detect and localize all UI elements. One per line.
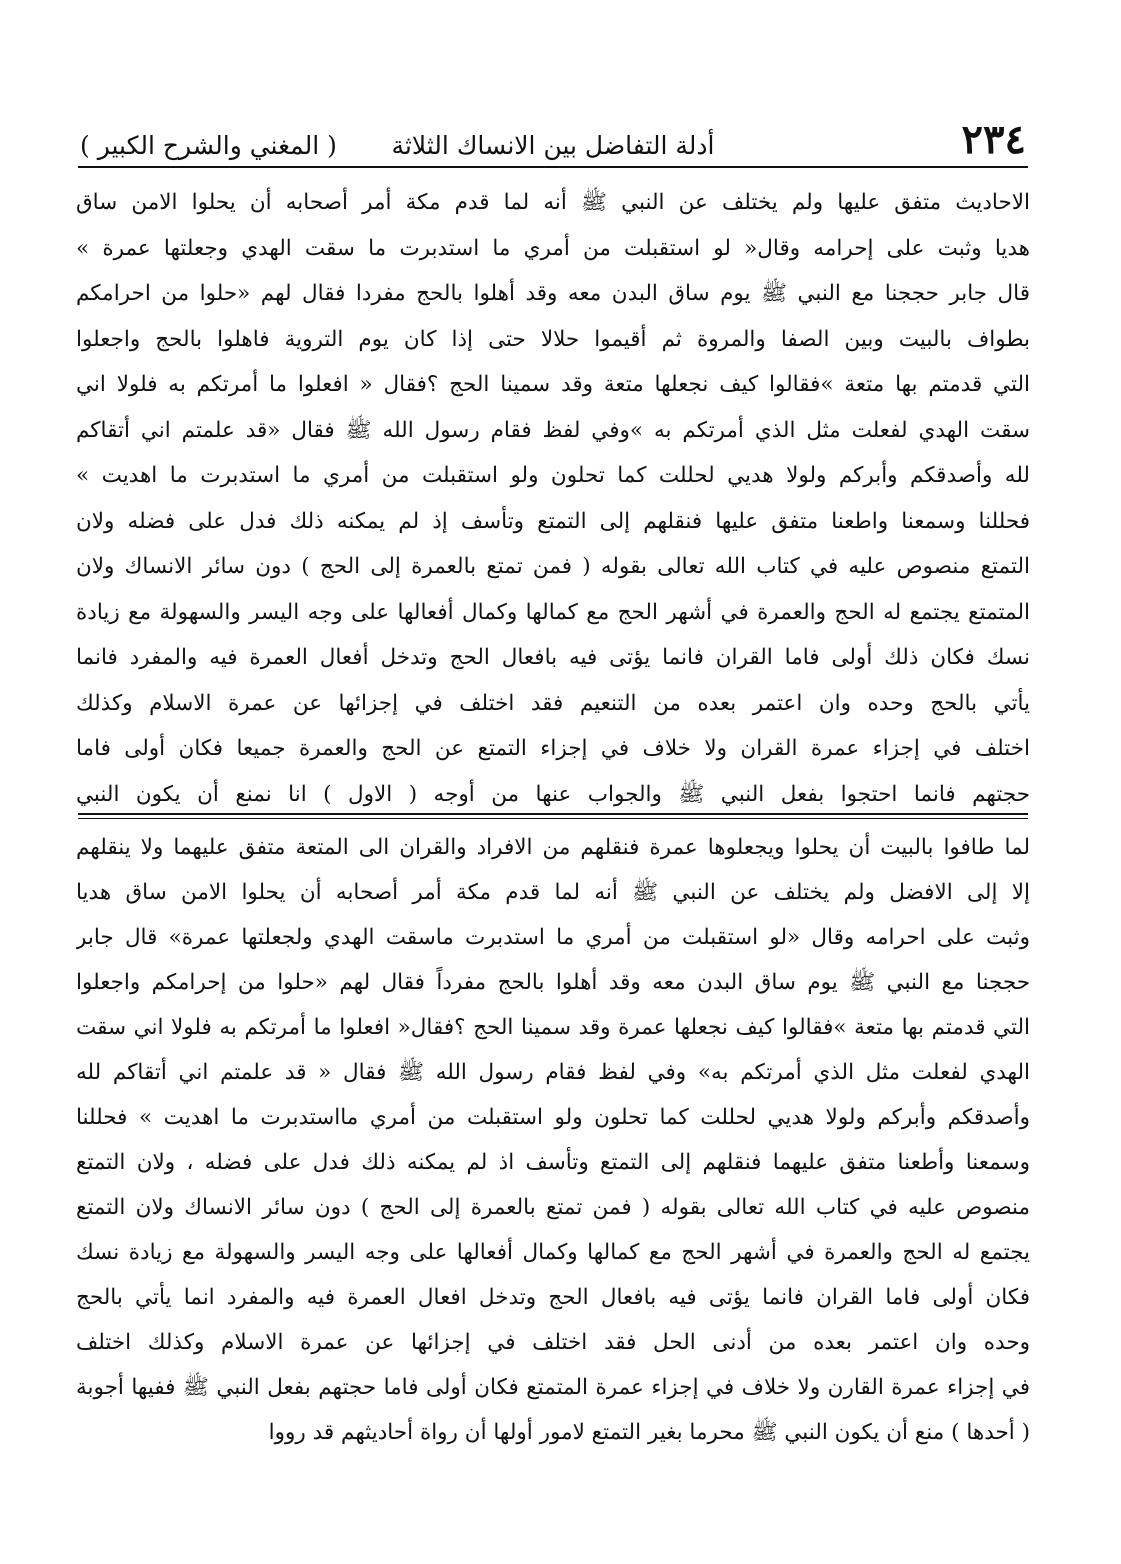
page-number: ٢٣٤ — [961, 116, 1026, 163]
text-line: التي قدمتم بها متعة »فقالوا كيف نجعلها عمرة وقد سمينا الحج ؟فقال« افعلوا ما أمرتكم به فلولا اني سقت — [76, 1015, 1030, 1040]
header-rule — [78, 166, 1028, 168]
text-line: لما طافوا بالبيت أن يحلوا ويجعلوها عمرة فنقلهم من الافراد والقران الى المتعة متفق عليهما ولا ينقلهم — [76, 835, 1030, 860]
section-divider-thin — [78, 818, 1028, 819]
text-line: المتمتع يجتمع له الحج والعمرة في أشهر الحج مع كمالها وكمال أفعالها على وجه اليسر والسهولة مع زيادة — [76, 599, 1030, 625]
text-line: لله وأصدقكم وأبركم ولولا هديي لحللت كما تحلون ولو استقبلت من أمري ما استدبرت ما اهديت » — [76, 463, 1030, 488]
upper-text-block — [76, 180, 1030, 817]
text-line: سقت الهدي لفعلت مثل الذي أمرتكم به »وفي لفظ فقام رسول الله ﷺ فقال «قد علمتم اني أتقاكم — [76, 417, 1030, 443]
text-line: وسمعنا وأطعنا متفق عليهما فنقلهم إلى التمتع وتأسف اذ لم يمكنه ذلك فدل على فضله ، ولان التمتع — [76, 1150, 1030, 1175]
text-line: منصوص عليه في كتاب الله تعالى بقوله ( فمن تمتع بالعمرة إلى الحج ) دون سائر الانساك ولان التمتع — [76, 1195, 1030, 1220]
text-line: هديا وثبت على إحرامه وقال« لو استقبلت من أمري ما استدبرت ما سقت الهدي وجعلتها عمرة » — [76, 235, 1030, 261]
text-line: قال جابر حججنا مع النبي ﷺ يوم ساق البدن معه وقد أهلوا بالحج مفردا فقال لهم «حلوا من احرامكم — [76, 281, 1030, 306]
text-line: التمتع منصوص عليه في كتاب الله تعالى بقوله ( فمن تمتع بالعمرة إلى الحج ) دون سائر الانساك ولان — [76, 554, 1030, 579]
text-line: يجتمع له الحج والعمرة في أشهر الحج مع كمالها وكمال أفعالها على وجه اليسر والسهولة مع زيادة نسك — [76, 1240, 1030, 1265]
book-title: ( المغني والشرح الكبير ) — [80, 131, 337, 160]
text-line: وحده وان اعتمر بعده من أدنى الحل فقد اختلف في إجزائها عن عمرة الاسلام وكذلك اختلف — [76, 1330, 1030, 1355]
text-line: ( أحدها ) منع أن يكون النبي ﷺ محرما بغير التمتع لامور أولها أن رواة أحاديثهم قد رووا — [268, 1420, 1030, 1445]
text-line: وثبت على احرامه وقال «لو استقبلت من أمري ما استدبرت ماسقت الهدي ولجعلتها عمرة» قال جابر — [76, 925, 1030, 950]
text-line: في إجزاء عمرة القارن ولا خلاف في إجزاء عمرة المتمتع فكان أولى فاما حجتهم بفعل النبي ﷺ ففيها أجوبة — [76, 1375, 1030, 1400]
text-line: الاحاديث متفق عليها ولم يختلف عن النبي ﷺ أنه لما قدم مكة أمر أصحابه أن يحلوا الامن ساق — [76, 190, 1030, 215]
text-line: الهدي لفعلت مثل الذي أمرتكم به» وفي لفظ فقام رسول الله ﷺ فقال « قد علمتم اني أتقاكم لله — [76, 1060, 1030, 1085]
page-header — [80, 118, 1026, 162]
text-line: اختلف في إجزاء عمرة القران ولا خلاف في إجزاء التمتع عن الحج والعمرة جميعا فكان أولى فاما — [76, 736, 1030, 761]
text-line: حججنا مع النبي ﷺ يوم ساق البدن معه وقد أهلوا بالحج مفرداً فقال لهم «حلوا من إحرامكم واجعلوا — [76, 970, 1030, 995]
text-line: إلا إلى الافضل ولم يختلف عن النبي ﷺ أنه لما قدم مكة أمر أصحابه أن يحلوا الامن ساق هديا — [76, 880, 1030, 905]
running-title: أدلة التفاضل بين الانساك الثلاثة — [391, 131, 715, 160]
text-line: بطواف بالبيت وبين الصفا والمروة ثم أقيموا حلالا حتى إذا كان يوم التروية فاهلوا بالحج واجعلوا — [76, 326, 1030, 352]
text-line: فحللنا وسمعنا واطعنا متفق عليها فنقلهم إلى التمتع وتأسف إذ لم يمكنه ذلك فدل على فضله ولان — [76, 508, 1030, 534]
text-line: وأصدقكم وأبركم ولولا هديي لحللت كما تحلون ولو استقبلت من أمري مااستدبرت ما اهديت » فحللنا — [76, 1105, 1030, 1130]
section-divider — [78, 813, 1028, 815]
text-line: حجتهم فانما احتجوا بفعل النبي ﷺ والجواب عنها من أوجه ( الاول ) انا نمنع أن يكون النبي — [76, 781, 1030, 807]
text-line: نسك فكان ذلك أولى فاما القران فانما يؤتى فيه بافعال الحج وتدخل أفعال العمرة فيه والمفرد فانما — [76, 645, 1030, 670]
text-line: فكان أولى فاما القران فانما يؤتى فيه بافعال الحج وتدخل افعال العمرة فيه والمفرد انما يأتي بالحج — [76, 1285, 1030, 1310]
text-line: يأتي بالحج وحده وان اعتمر بعده من التنعيم فقد اختلف في إجزائها عن عمرة الاسلام وكذلك — [76, 690, 1030, 716]
text-line: التي قدمتم بها متعة »فقالوا كيف نجعلها متعة وقد سمينا الحج ؟فقال « افعلوا ما أمرتكم به فلولا اني — [76, 372, 1030, 397]
lower-text-block — [76, 825, 1030, 1455]
